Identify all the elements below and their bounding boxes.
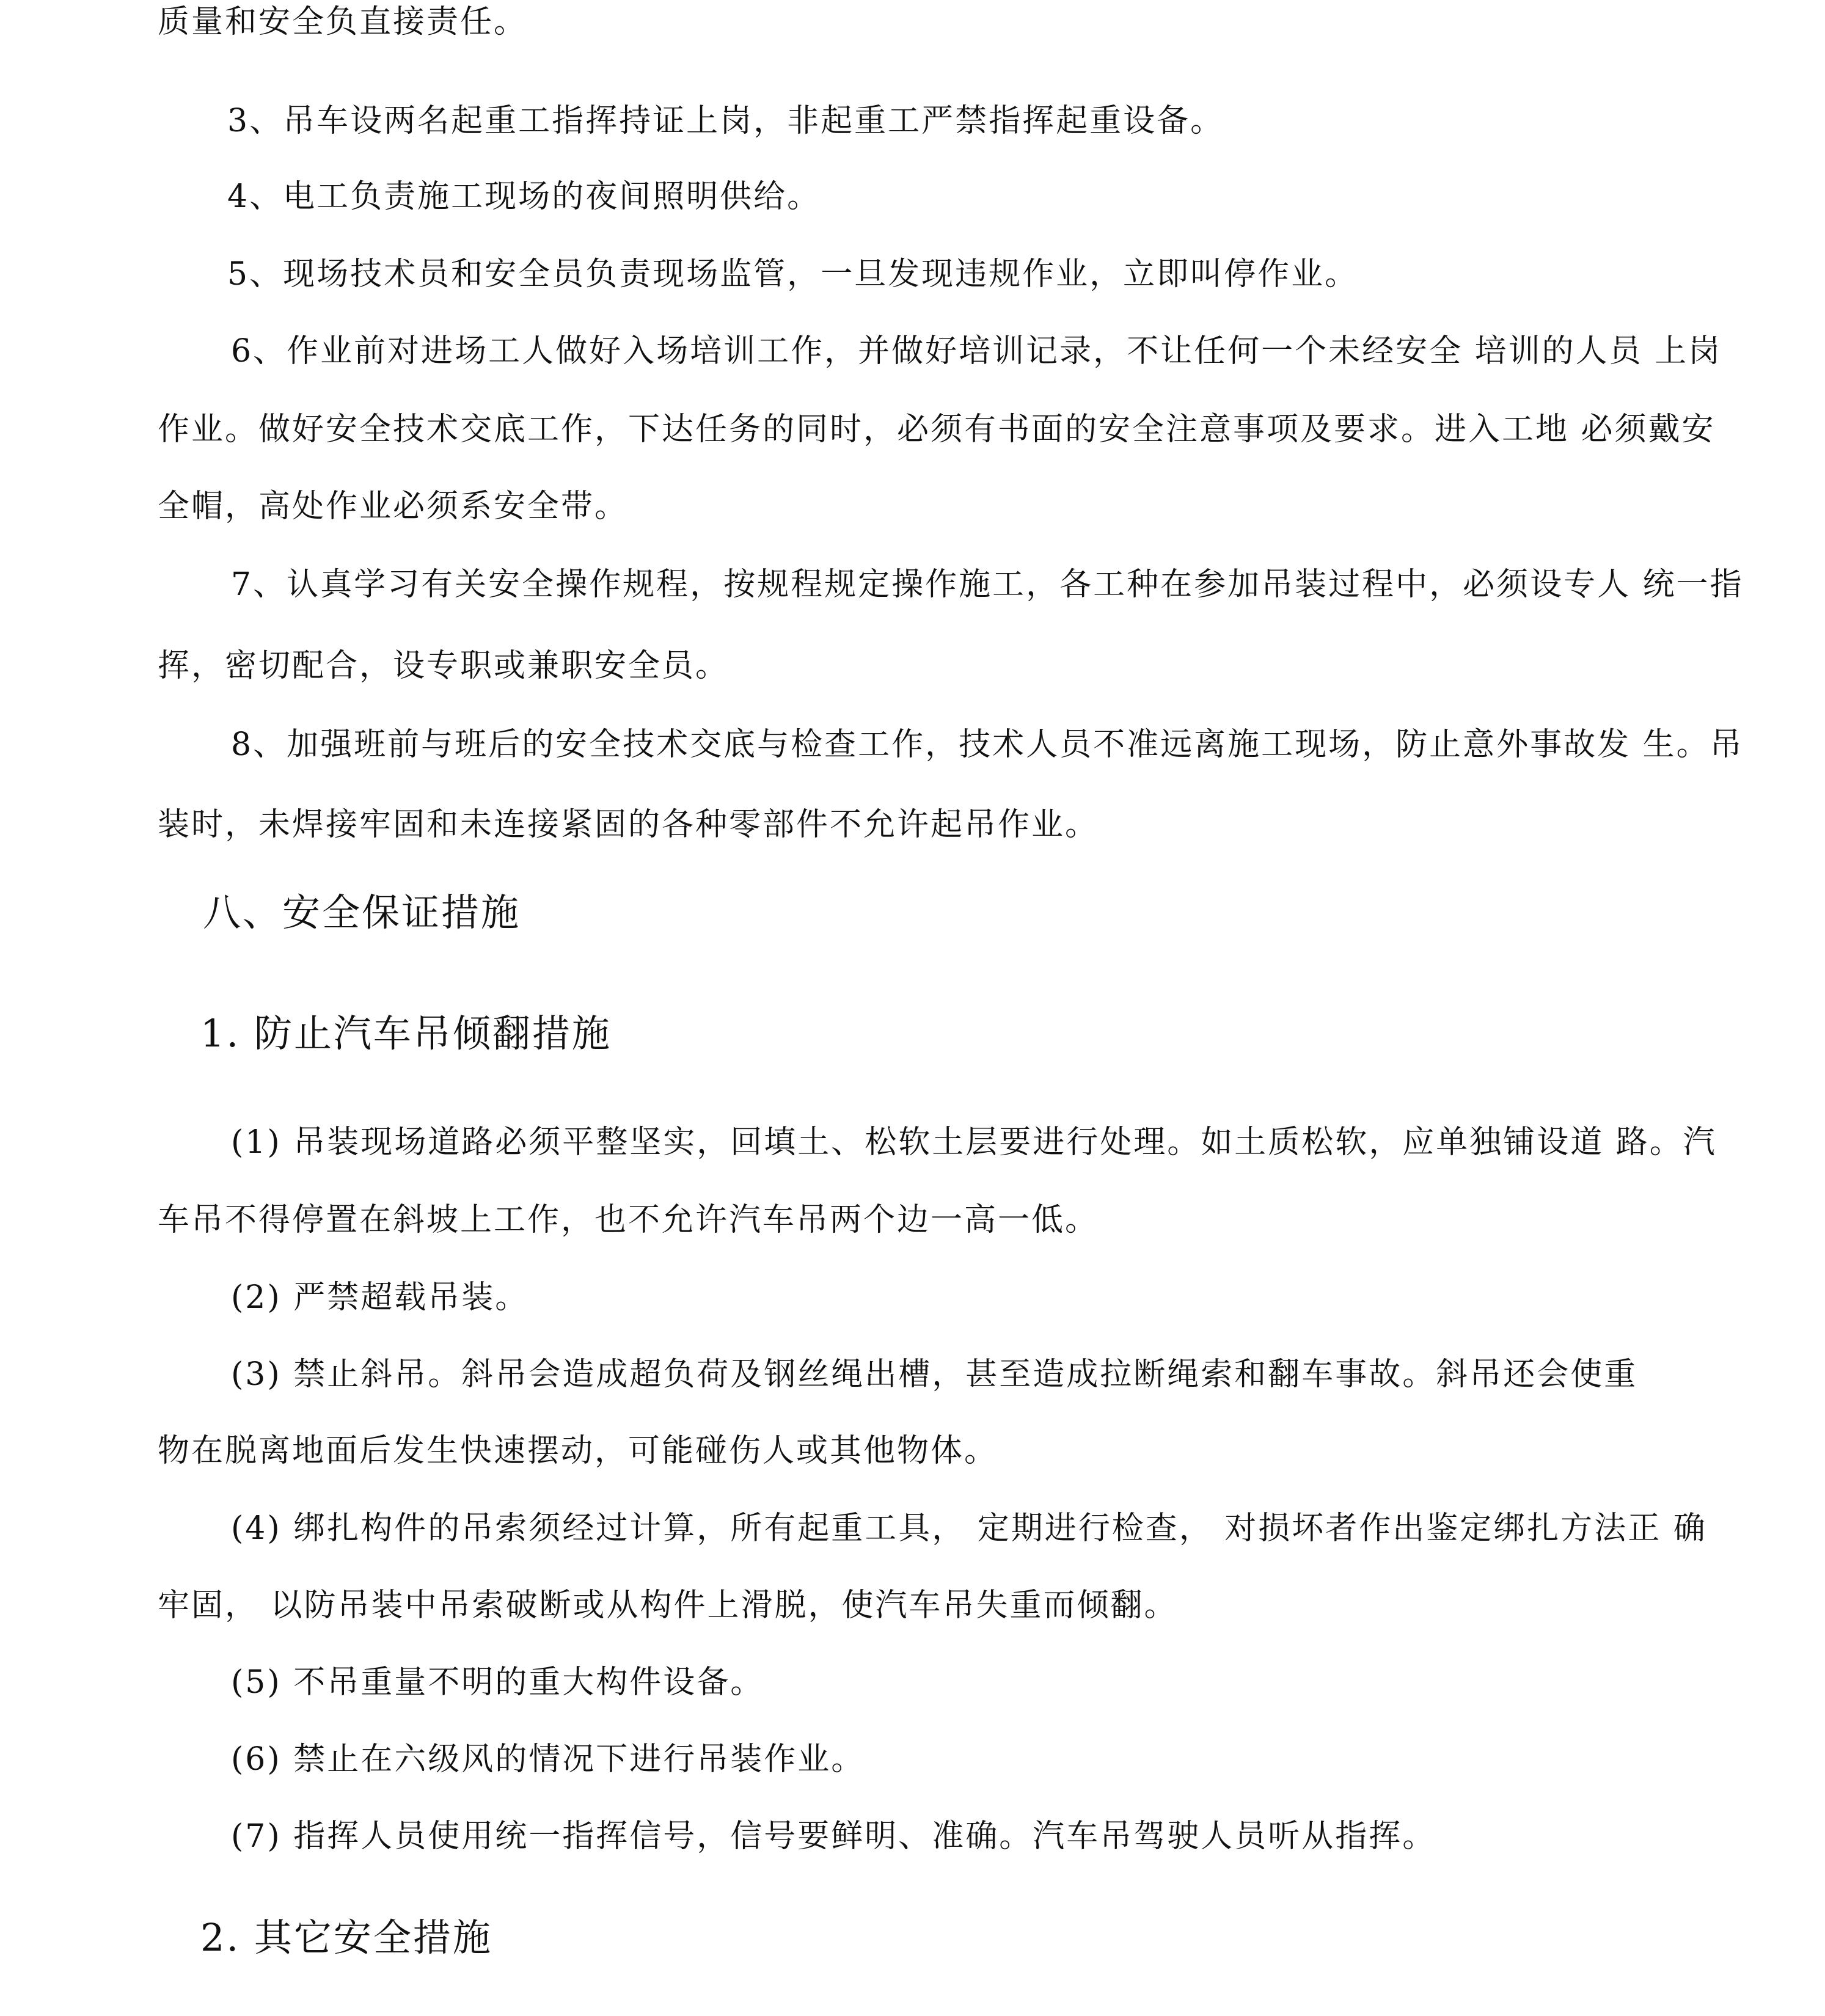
text-line: 牢固， 以防吊装中吊索破断或从构件上滑脱，使汽车吊失重而倾翻。 (158, 1587, 1178, 1624)
text-line: (2) 严禁超载吊装。 (231, 1279, 529, 1316)
text-line: (4) 绑扎构件的吊索须经过计算，所有起重工具， 定期进行检查， 对损坏者作出鉴定绑扎方法正 确 (231, 1510, 1707, 1547)
text-line: (1) 吊装现场道路必须平整坚实，回填土、松软土层要进行处理。如土质松软，应单独铺设道 路。汽 (231, 1124, 1717, 1161)
text-line: 4、电工负责施工现场的夜间照明供给。 (227, 178, 821, 215)
text-line: 装时，未焊接牢固和未连接紧固的各种零部件不允许起吊作业。 (158, 806, 1099, 843)
text-line: 质量和安全负直接责任。 (158, 4, 528, 40)
subsection-heading: 2. 其它安全措施 (200, 1915, 492, 1960)
text-line: 挥，密切配合，设专职或兼职安全员。 (158, 648, 730, 684)
text-line: 全帽，高处作业必须系安全带。 (158, 488, 629, 525)
text-line: (7) 指挥人员使用统一指挥信号，信号要鲜明、准确。汽车吊驾驶人员听从指挥。 (231, 1818, 1436, 1855)
text-line: 6、作业前对进场工人做好入场培训工作，并做好培训记录，不让任何一个未经安全 培训的人员 上岗 (231, 333, 1722, 370)
text-line: 5、现场技术员和安全员负责现场监管，一旦发现违规作业，立即叫停作业。 (227, 256, 1359, 293)
text-line: 物在脱离地面后发生快速摆动，可能碰伤人或其他物体。 (158, 1433, 998, 1469)
text-line: (6) 禁止在六级风的情况下进行吊装作业。 (231, 1741, 865, 1778)
text-line: 3、吊车设两名起重工指挥持证上岗，非起重工严禁指挥起重设备。 (227, 103, 1224, 139)
text-line: 7、认真学习有关安全操作规程，按规程规定操作施工，各工种在参加吊装过程中，必须设专人 统一指 (231, 566, 1744, 603)
section-heading: 八、安全保证措施 (203, 890, 521, 935)
subsection-heading: 1. 防止汽车吊倾翻措施 (200, 1011, 612, 1056)
text-line: (5) 不吊重量不明的重大构件设备。 (231, 1664, 764, 1701)
text-line: 车吊不得停置在斜坡上工作，也不允许汽车吊两个边一高一低。 (158, 1202, 1099, 1238)
text-line: 作业。做好安全技术交底工作，下达任务的同时，必须有书面的安全注意事项及要求。进入工地 必须戴安 (158, 411, 1716, 448)
text-line: (3) 禁止斜吊。斜吊会造成超负荷及钢丝绳出槽，甚至造成拉断绳索和翻车事故。斜吊还会使重 (231, 1356, 1638, 1393)
text-line: 8、加强班前与班后的安全技术交底与检查工作，技术人员不准远离施工现场，防止意外事故发 生。吊 (231, 726, 1744, 763)
